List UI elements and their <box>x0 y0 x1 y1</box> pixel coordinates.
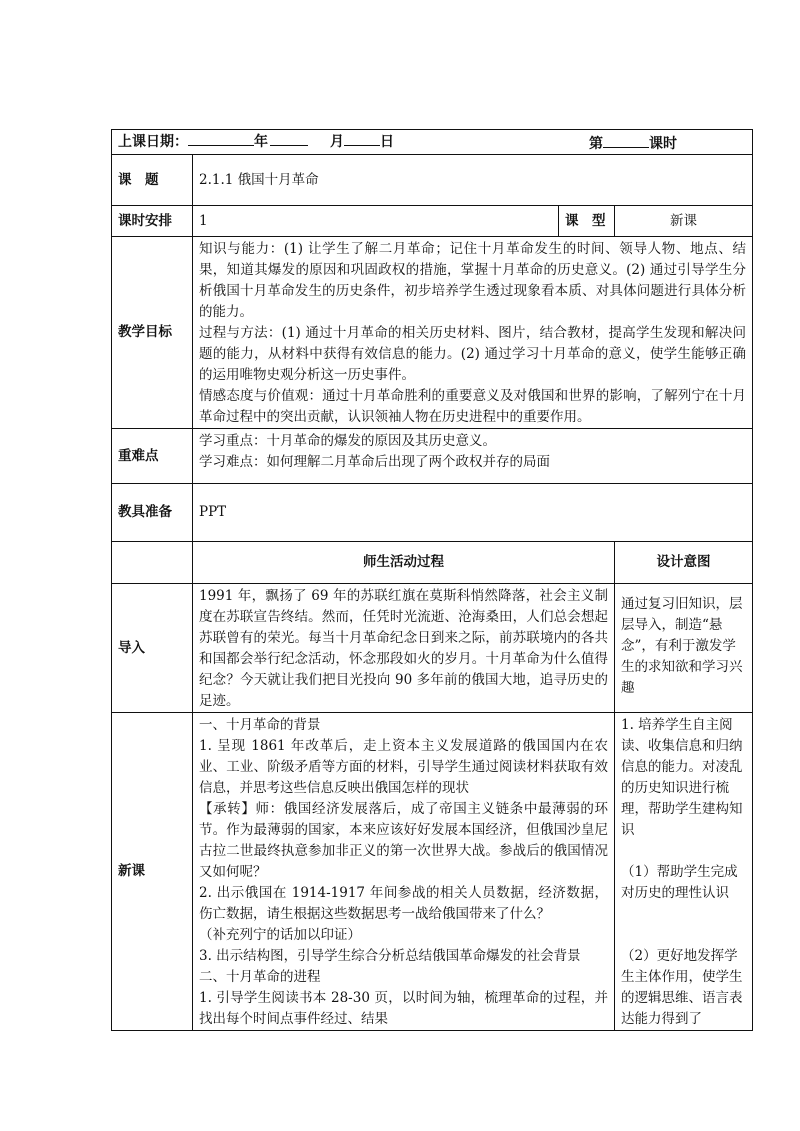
month-spacer <box>270 131 308 146</box>
design-header: 设计意图 <box>615 542 753 584</box>
lesson-line: 1. 引导学生阅读书本 28-30 页，以时间为轴，梳理革命的过程，并找出每个时间点事件经过、结果 <box>199 990 608 1027</box>
keypoints-label: 重难点 <box>112 429 193 484</box>
month-blank <box>344 131 380 146</box>
new-lesson-row <box>112 713 753 1031</box>
lesson-plan <box>111 129 752 1031</box>
design-note: （1）帮助学生完成对历史的理性认识 <box>621 864 738 901</box>
period-blank <box>603 133 649 148</box>
year-blank <box>188 131 254 146</box>
lesson-line: 2. 出示俄国在 1914-1917 年间参战的相关人员数据，经济数据，伤亡数据，请生根据这些数据思考一战给俄国带来了什么？ <box>199 885 608 922</box>
day-label: 日 <box>380 134 394 150</box>
objective-knowledge: 知识与能力：(1) 让学生了解二月革命；记住十月革命发生的时间、领导人物、地点、结果，知道其爆发的原因和巩固政权的措施，掌握十月革命的历史意义。(2) 通过引导学生分析俄国十月革命发生的历史条件，初步培养学生透过现象看本质、对具体问题进行具体分析的能力。 <box>199 241 747 320</box>
month-label: 月 <box>330 134 344 150</box>
lesson-line: 一、十月革命的背景 <box>199 717 321 733</box>
objectives-row <box>112 237 753 429</box>
objectives-content <box>193 237 753 429</box>
process-header-row <box>112 542 753 584</box>
design-note: 1. 培养学生自主阅读、收集信息和归纳信息的能力。对凌乱的历史知识进行梳理，帮助学生建构知识 <box>621 717 743 838</box>
schedule-row <box>112 206 753 237</box>
activity-header: 师生活动过程 <box>193 542 615 584</box>
year-label: 年 <box>254 134 268 150</box>
tools-row <box>112 484 753 542</box>
lesson-line: 二、十月革命的进程 <box>199 969 321 985</box>
lesson-line: 【承转】师：俄国经济发展落后，成了帝国主义链条中最薄弱的环节。作为最薄弱的国家，本来应该好好发展本国经济，但俄国沙皇尼古拉二世最终执意参加非正义的第一次世界大战。参战后的俄国情况又如何呢？ <box>199 801 608 880</box>
date-label: 上课日期： <box>118 134 188 150</box>
objective-attitude: 情感态度与价值观：通过十月革命胜利的重要意义及对俄国和世界的影响，了解列宁在十月革命过程中的突出贡献，认识领袖人物在历史进程中的重要作用。 <box>199 388 747 425</box>
intro-row <box>112 584 753 713</box>
lesson-line: 3. 出示结构图，引导学生综合分析总结俄国革命爆发的社会背景 <box>199 948 581 964</box>
tools-value: PPT <box>193 484 753 542</box>
intro-label: 导入 <box>112 584 193 713</box>
type-label: 课 型 <box>559 206 615 237</box>
schedule-value: 1 <box>193 206 559 237</box>
period-suffix: 课时 <box>649 136 677 152</box>
keypoint-focus: 学习重点：十月革命的爆发的原因及其历史意义。 <box>199 433 496 449</box>
keypoints-content <box>193 429 753 484</box>
new-lesson-label: 新课 <box>112 713 193 1031</box>
objective-process: 过程与方法：(1) 通过十月革命的相关历史材料、图片，结合教材，提高学生发现和解决问题的能力，从材料中获得有效信息的能力。(2) 通过学习十月革命的意义，使学生能够正确的运用唯物史观分析这一历史事件。 <box>199 325 747 383</box>
type-value: 新课 <box>615 206 753 237</box>
topic-label: 课 题 <box>112 155 193 206</box>
new-lesson-design <box>615 713 753 1031</box>
lesson-plan-table <box>111 129 753 1031</box>
keypoint-difficulty: 学习难点：如何理解二月革命后出现了两个政权并存的局面 <box>199 454 550 470</box>
period-prefix: 第 <box>589 136 603 152</box>
objectives-label: 教学目标 <box>112 237 193 429</box>
intro-design: 通过复习旧知识，层层导入，制造“悬念”，有利于激发学生的求知欲和学习兴趣 <box>615 584 753 713</box>
period-group <box>589 133 677 155</box>
topic-row <box>112 155 753 206</box>
new-lesson-content <box>193 713 615 1031</box>
schedule-label: 课时安排 <box>112 206 193 237</box>
topic-value: 2.1.1 俄国十月革命 <box>193 155 753 206</box>
lesson-line: 1. 呈现 1861 年改革后，走上资本主义发展道路的俄国国内在农业、工业、阶级矛盾等方面的材料，引导学生通过阅读材料获取有效信息，并思考这些信息反映出俄国怎样的现状 <box>199 738 608 796</box>
design-note: （2）更好地发挥学生主体作用，使学生的逻辑思维、语言表达能力得到了 <box>621 948 743 1027</box>
date-row <box>112 130 753 155</box>
process-header-empty <box>112 542 193 584</box>
tools-label: 教具准备 <box>112 484 193 542</box>
intro-text: 1991 年，飘扬了 69 年的苏联红旗在莫斯科悄然降落，社会主义制度在苏联宣告终结。然而，任凭时光流逝、沧海桑田，人们总会想起苏联曾有的荣光。每当十月革命纪念日到来之际，前苏联境内的各共和国都会举行纪念活动，怀念那段如火的岁月。十月革命为什么值得纪念？今天就让我们把目光投向 90 多年前的俄国大地，追寻历史的足迹。 <box>193 584 615 713</box>
lesson-line: （补充列宁的话加以印证） <box>199 927 361 943</box>
keypoints-row <box>112 429 753 484</box>
